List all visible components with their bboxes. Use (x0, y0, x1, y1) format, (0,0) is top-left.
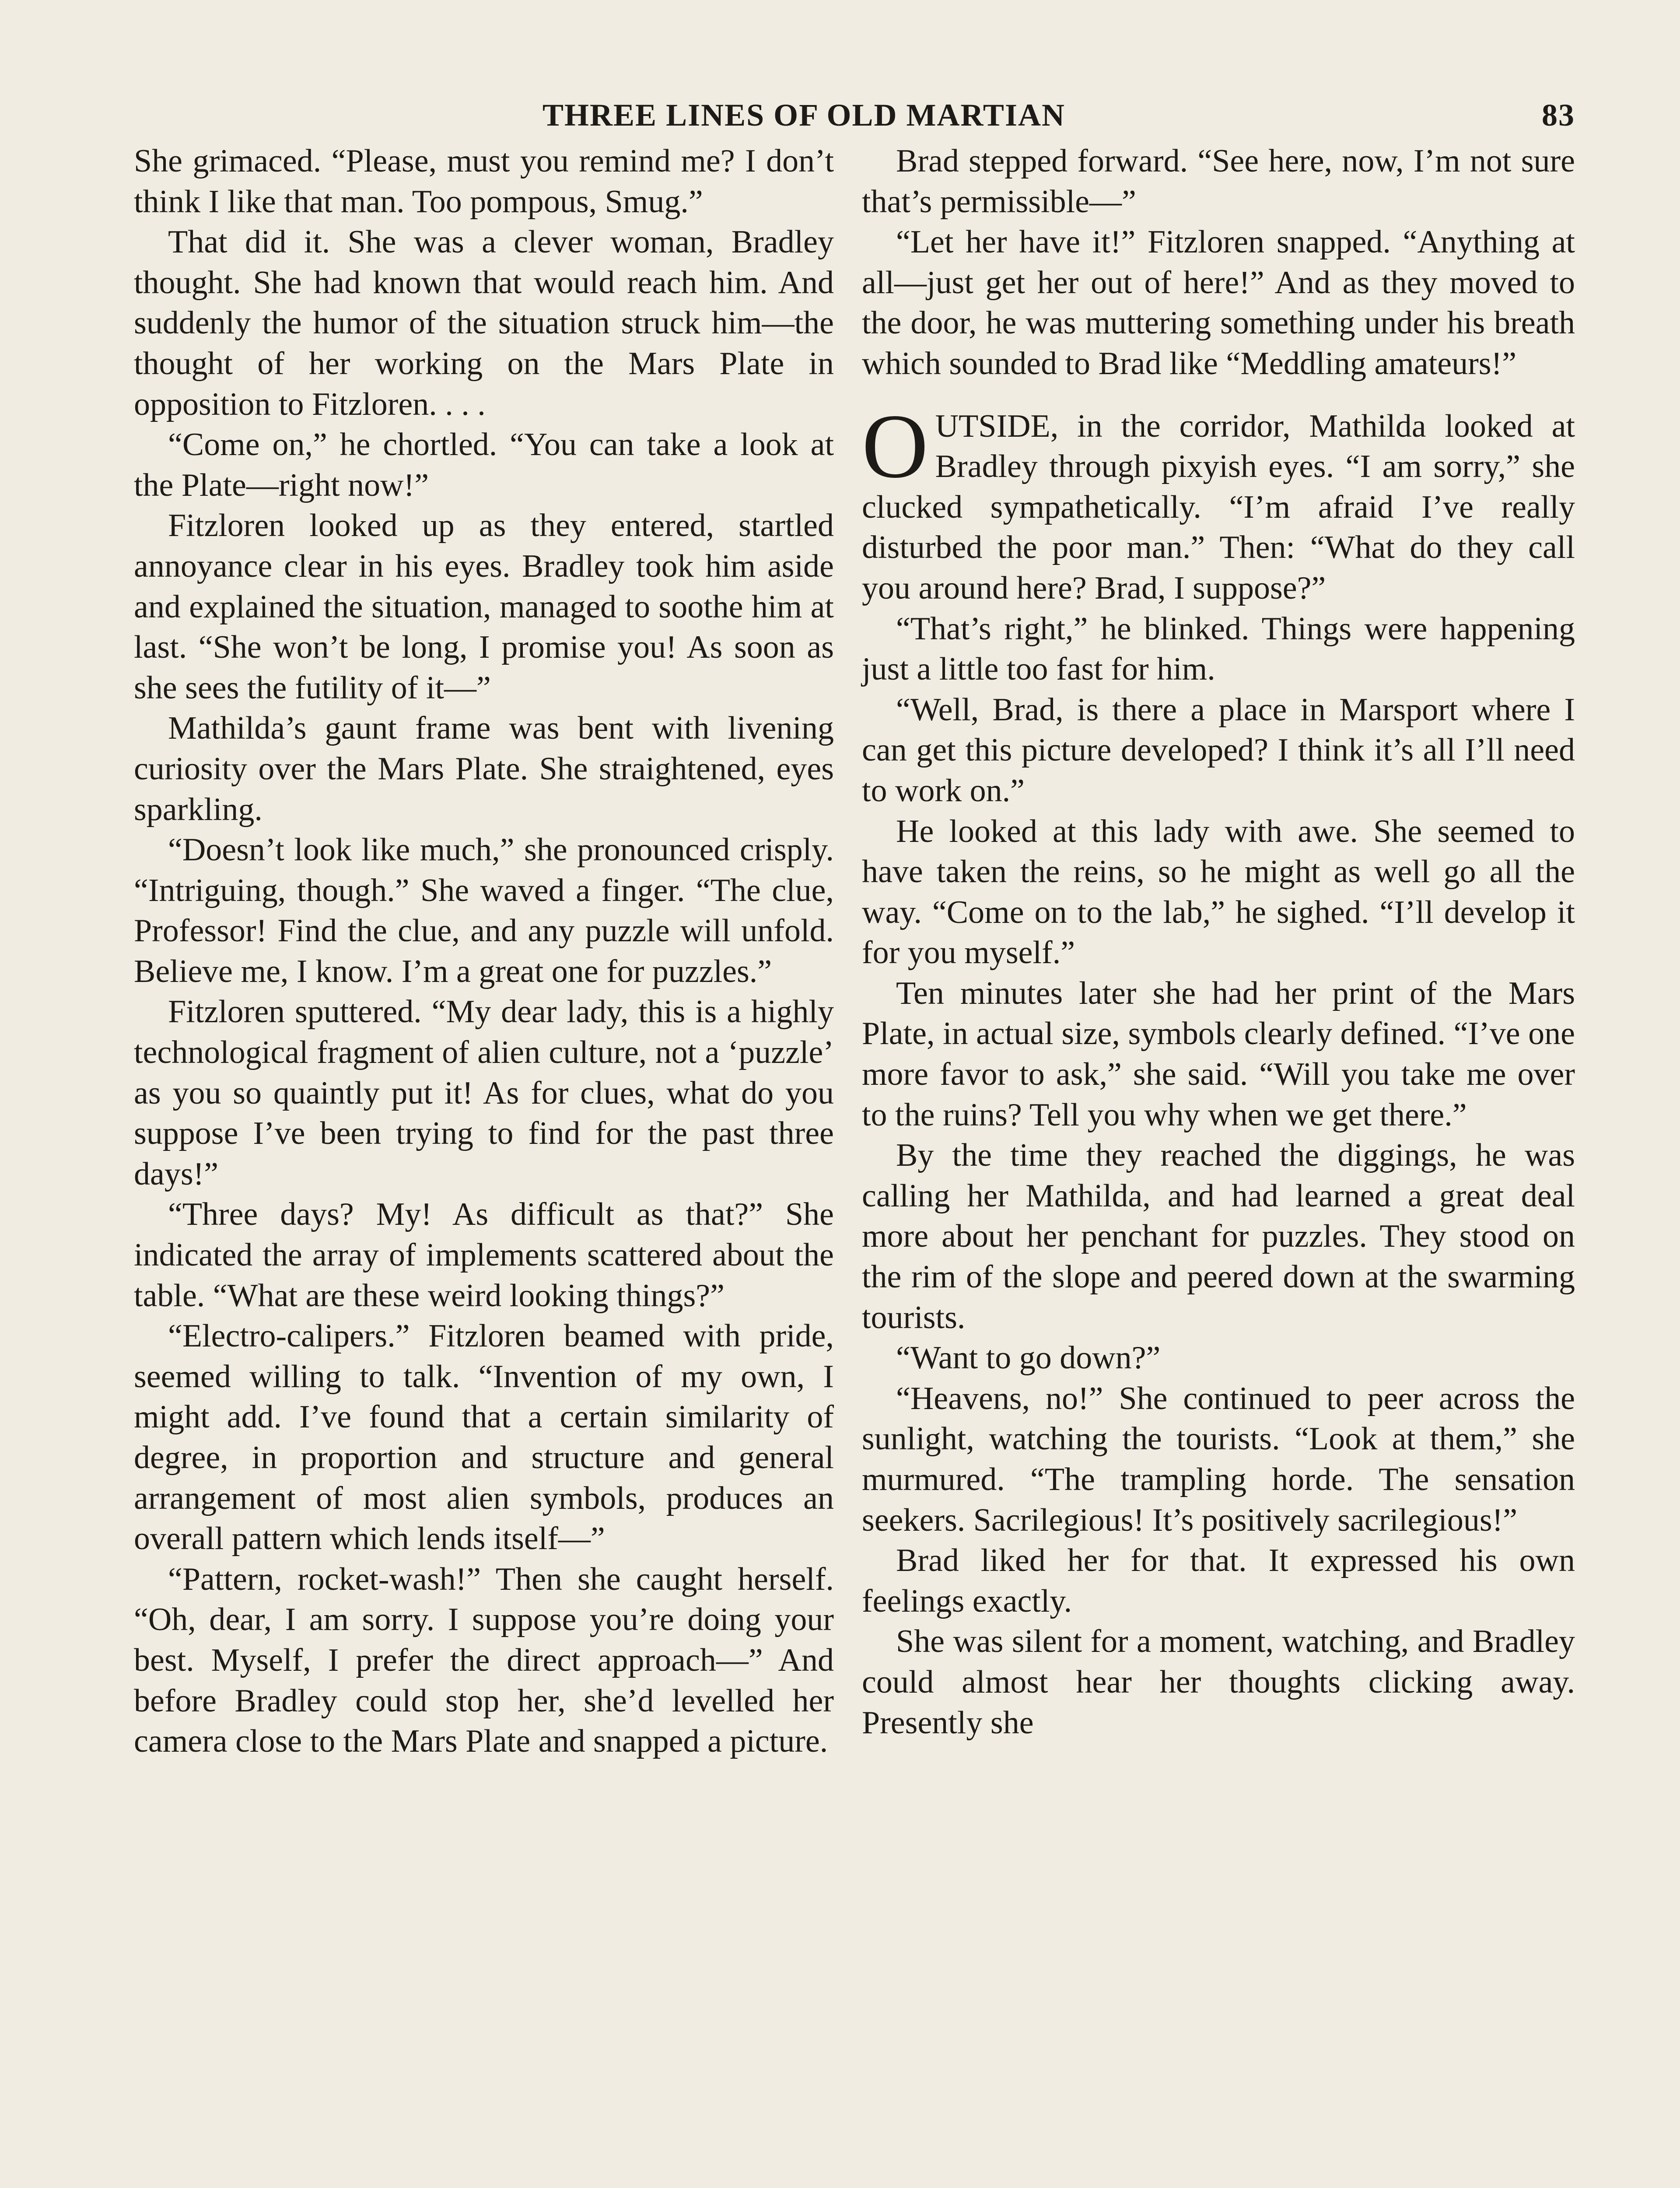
paragraph: She was silent for a moment, watching, and Bradley could almost hear her thoughts clicking away. Presently she (862, 1623, 1575, 1741)
paragraph: “Pattern, rocket-wash!” Then she caught herself. “Oh, dear, I am sorry. I suppose you’re doing your best. Myself, I prefer the direct approach—” And before Bradley could stop her, she’d levelled her camera close to the Mars Plate and snapped a picture. (134, 1561, 834, 1760)
paragraph: By the time they reached the diggings, he was calling her Mathilda, and had learned a great deal more about her penchant for puzzles. They stood on the rim of the slope and peered down at the swarming tourists. (862, 1137, 1575, 1336)
paragraph: “Let her have it!” Fitzloren snapped. “Anything at all—just get her out of here!” And as they moved to the door, he was muttering something under his breath which sounded to Brad like “Meddling amateurs!” (862, 224, 1575, 382)
section-paragraph-dropcap: OUTSIDE, in the corridor, Mathilda looked at Bradley through pixyish eyes. “I am sorry,” she clucked sympathetically. “I’m afraid I’ve really disturbed the poor man.” Then: “What do they call you around here? Brad, I suppose?” (862, 395, 1575, 606)
paragraph: “Come on,” he chortled. “You can take a look at the Plate—right now!” (134, 427, 834, 503)
paragraph: Fitzloren sputtered. “My dear lady, this is a highly technological fragment of alien culture, not a ‘puzzle’ as you so quaintly put it! As for clues, what do you suppose I’ve been trying to find for the past three days!” (134, 994, 834, 1192)
right-column (862, 141, 1575, 1743)
paragraph: Fitzloren looked up as they entered, startled annoyance clear in his eyes. Bradley took him aside and explained the situation, managed to soothe him at last. “She won’t be long, I promise you! As soon as she sees the futility of it—” (134, 508, 834, 706)
paragraph: He looked at this lady with awe. She seemed to have taken the reins, so he might as well go all the way. “Come on to the lab,” he sighed. “I’ll develop it for you myself.” (862, 813, 1575, 971)
paragraph: “Electro-calipers.” Fitzloren beamed with pride, seemed willing to talk. “Invention of my own, I might add. I’ve found that a certain similarity of degree, in proportion and structure and general arrangement of most alien symbols, produces an overall pattern which lends itself—” (134, 1318, 834, 1557)
paragraph: “That’s right,” he blinked. Things were happening just a little too fast for him. (862, 610, 1575, 687)
paragraph: “Heavens, no!” She continued to peer across the sunlight, watching the tourists. “Look at them,” she murmured. “The trampling horde. The sensation seekers. Sacrilegious! It’s positively sacrilegious!” (862, 1380, 1575, 1538)
paragraph: Mathilda’s gaunt frame was bent with livening curiosity over the Mars Plate. She straightened, eyes sparkling. (134, 710, 834, 828)
running-title: THREE LINES OF OLD MARTIAN (542, 98, 1065, 133)
page-number: 83 (1542, 98, 1575, 133)
paragraph: “Three days? My! As difficult as that?” She indicated the array of implements scattered about the table. “What are these weird looking things?” (134, 1196, 834, 1314)
paragraph: “Well, Brad, is there a place in Marsport where I can get this picture developed? I think it’s all I’ll need to work on.” (862, 691, 1575, 809)
paragraph: “Want to go down?” (896, 1340, 1161, 1376)
paragraph: Brad liked her for that. It expressed his own feelings exactly. (862, 1543, 1575, 1619)
paragraph: That did it. She was a clever woman, Bradley thought. She had known that would reach him. And suddenly the humor of the situation struck him—the thought of her working on the Mars Plate in opposition to Fitzloren. . . . (134, 224, 834, 422)
left-column (134, 141, 834, 1762)
paragraph: “Doesn’t look like much,” she pronounced crisply. “Intriguing, though.” She waved a finger. “The clue, Professor! Find the clue, and any puzzle will unfold. Believe me, I know. I’m a great one for puzzles.” (134, 832, 834, 989)
paragraph: Ten minutes later she had her print of the Mars Plate, in actual size, symbols clearly defined. “I’ve one more favor to ask,” she said. “Will you take me over to the ruins? Tell you why when we get there.” (862, 975, 1575, 1133)
paragraph: She grimaced. “Please, must you remind me? I don’t think I like that man. Too pompous, Smug.” (134, 143, 834, 220)
paragraph: Brad stepped forward. “See here, now, I’m not sure that’s permissible—” (862, 143, 1575, 220)
